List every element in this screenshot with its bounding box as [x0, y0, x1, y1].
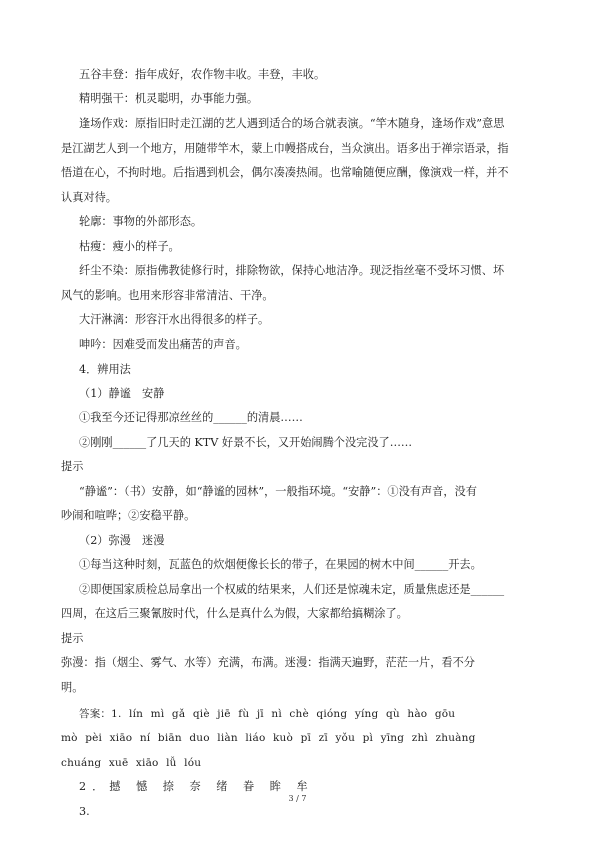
hint-text: 弥漫：指（烟尘、雾气、水等）充满，布满。迷漫：指满天遍野，茫茫一片，看不分	[61, 656, 475, 669]
definition-shenyin: 呻吟：因难受而发出痛苦的声音。	[79, 338, 247, 351]
definition-kushou: 枯瘦：瘦小的样子。	[79, 240, 180, 253]
hint-text-cont: 明。	[61, 681, 84, 694]
definition-fengchang-zuoxi-cont: 是江湖艺人到一个地方，用随带竿木，蒙上巾幔搭成台，当众演出。语多出于禅宗语录，指	[61, 142, 509, 155]
exercise-sentence-cont: 四周，在这后三聚氰胺时代，什么是真什么为假，大家都给搞糊涂了。	[61, 607, 408, 620]
subsection-jingmi-anjing: （1）静谧 安静	[79, 387, 165, 400]
section-heading-usage: 4．辨用法	[79, 363, 131, 376]
hint-text: “静谧”：（书）安静，如“静谧的园林”，一般指环境。“安静”：①没有声音，没有	[79, 485, 477, 498]
definition-fengchang-zuoxi-cont: 认真对待。	[61, 191, 117, 204]
answer-pinyin-line: mò pèi xiāo ní biān duo liàn liáo kuò pī zī yǒu pì yīng zhì zhuàng	[61, 732, 476, 744]
subsection-miman: （2）弥漫 迷漫	[79, 534, 165, 547]
answer-characters: 2．撼 憾 捺 奈 绪 眷 眸 牟	[79, 780, 314, 793]
definition-xianchen-buran: 纤尘不染：原指佛教徒修行时，排除物欲，保持心地洁净。现泛指丝毫不受坏习惯、坏	[79, 264, 505, 277]
page-number: 3 / 7	[288, 794, 307, 803]
hint-label: 提示	[61, 460, 84, 473]
answer-pinyin-line: 答案：1. lín mì gǎ qiè jiē fù jī nì chè qióng yíng qù hào gōu	[79, 708, 456, 720]
exercise-sentence: ②即便国家质检总局拿出一个权威的结果来，人们还是惊魂未定，质量焦虑还是______	[79, 583, 505, 596]
definition-fengchang-zuoxi: 逢场作戏：原指旧时走江湖的艺人遇到适合的场合就表演。“竿木随身，逢场作戏”意思	[79, 117, 505, 130]
definition-jingming-qianggan: 精明强干：机灵聪明，办事能力强。	[79, 92, 259, 105]
answer-item-3: 3.	[79, 805, 90, 818]
definition-fengchang-zuoxi-cont: 悟道在心，不拘时地。后指遇到机会，偶尔凑凑热闹。也常喻随便应酬，像演戏一样，并不	[61, 166, 509, 179]
hint-label: 提示	[61, 632, 84, 645]
definition-wugu-fengdeng: 五谷丰登：指年成好，农作物丰收。丰登，丰收。	[79, 68, 326, 81]
exercise-sentence: ①每当这种时刻，瓦蓝色的炊烟便像长长的带子，在果园的树木中间______开去。	[79, 558, 482, 571]
definition-dahan-linli: 大汗淋漓：形容汗水出得很多的样子。	[79, 313, 270, 326]
hint-text-cont: 吵闹和喧哗；②安稳平静。	[61, 509, 196, 522]
definition-xianchen-buran-cont: 风气的影响。也用来形容非常清洁、干净。	[61, 289, 274, 302]
answer-pinyin-line: chuáng xuē xiāo lǚ lóu	[61, 757, 202, 769]
definition-lunkuo: 轮廓：事物的外部形态。	[79, 215, 203, 228]
exercise-sentence: ②刚刚______了几天的 KTV 好景不长，又开始闹腾个没完没了……	[79, 436, 413, 449]
exercise-sentence: ①我至今还记得那凉丝丝的______的清晨……	[79, 411, 303, 424]
